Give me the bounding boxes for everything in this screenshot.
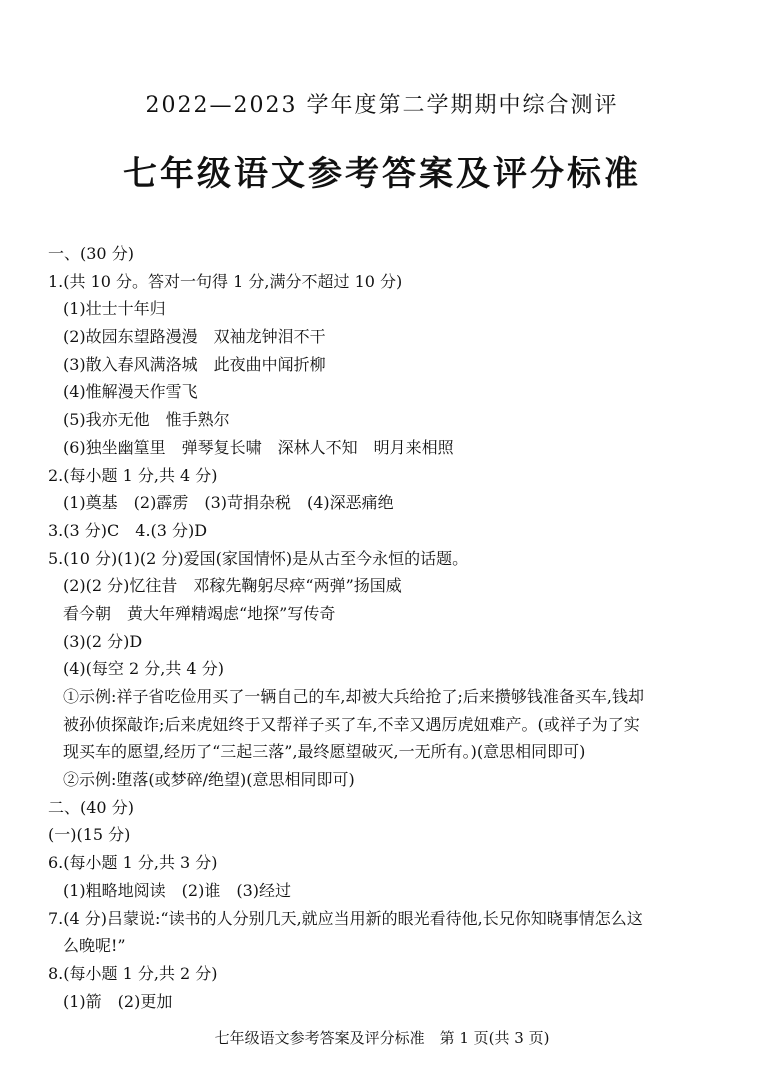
answer-line: 现买车的愿望,经历了“三起三落”,最终愿望破灭,一无所有。)(意思相同即可) — [63, 742, 586, 762]
answer-line: 2.(每小题 1 分,共 4 分) — [48, 465, 218, 485]
document-title: 七年级语文参考答案及评分标准 — [123, 154, 641, 194]
answer-line: (一)(15 分) — [48, 825, 131, 845]
answer-line: (1)粗略地阅读 (2)谁 (3)经过 — [63, 880, 291, 900]
answer-line: 5.(10 分)(1)(2 分)爱国(家国情怀)是从古至今永恒的话题。 — [48, 548, 469, 568]
answer-line: 1.(共 10 分。答对一句得 1 分,满分不超过 10 分) — [48, 271, 403, 291]
answer-line: (2)故园东望路漫漫 双袖龙钟泪不干 — [63, 327, 326, 347]
page-footer: 七年级语文参考答案及评分标准 第 1 页(共 3 页) — [214, 1029, 550, 1047]
exam-subtitle: 2022—2023 学年度第二学期期中综合测评 — [145, 93, 619, 118]
answer-line: ②示例:堕落(或梦碎/绝望)(意思相同即可) — [63, 770, 355, 790]
answer-line: (3)散入春风满洛城 此夜曲中闻折柳 — [63, 354, 326, 374]
answer-line: (6)独坐幽篁里 弹琴复长啸 深林人不知 明月来相照 — [63, 437, 454, 457]
answer-line: (4)惟解漫天作雪飞 — [63, 382, 198, 402]
answer-line: (1)奠基 (2)霹雳 (3)苛捐杂税 (4)深恶痛绝 — [63, 493, 394, 513]
answer-content — [48, 240, 738, 1015]
answer-line: 二、(40 分) — [48, 797, 134, 817]
answer-line: 8.(每小题 1 分,共 2 分) — [48, 963, 218, 983]
answer-line: 被孙侦探敲诈;后来虎妞终于又帮祥子买了车,不幸又遇厉虎妞难产。(或祥子为了实 — [63, 714, 640, 734]
answer-line: 3.(3 分)C 4.(3 分)D — [48, 520, 208, 540]
answer-line: 一、(30 分) — [48, 244, 134, 263]
answer-line: 7.(4 分)吕蒙说:“读书的人分别几天,就应当用新的眼光看待他,长兄你知晓事情怎么这 — [48, 908, 643, 928]
answer-line: 看今朝 黄大年殚精竭虑“地探”写传奇 — [63, 603, 336, 623]
answer-line: (5)我亦无他 惟手熟尔 — [63, 410, 230, 430]
answer-line: (3)(2 分)D — [63, 631, 143, 651]
answer-line: (1)壮士十年归 — [63, 299, 166, 319]
answer-line: 么晚呢!” — [63, 936, 126, 956]
answer-line: (4)(每空 2 分,共 4 分) — [63, 659, 224, 679]
answer-line: ①示例:祥子省吃俭用买了一辆自己的车,却被大兵给抢了;后来攒够钱准备买车,钱却 — [63, 687, 644, 706]
answer-line: (1)箭 (2)更加 — [63, 991, 173, 1011]
answer-line: (2)(2 分)忆往昔 邓稼先鞠躬尽瘁“两弹”扬国威 — [63, 576, 402, 596]
answer-line: 6.(每小题 1 分,共 3 分) — [48, 853, 218, 873]
